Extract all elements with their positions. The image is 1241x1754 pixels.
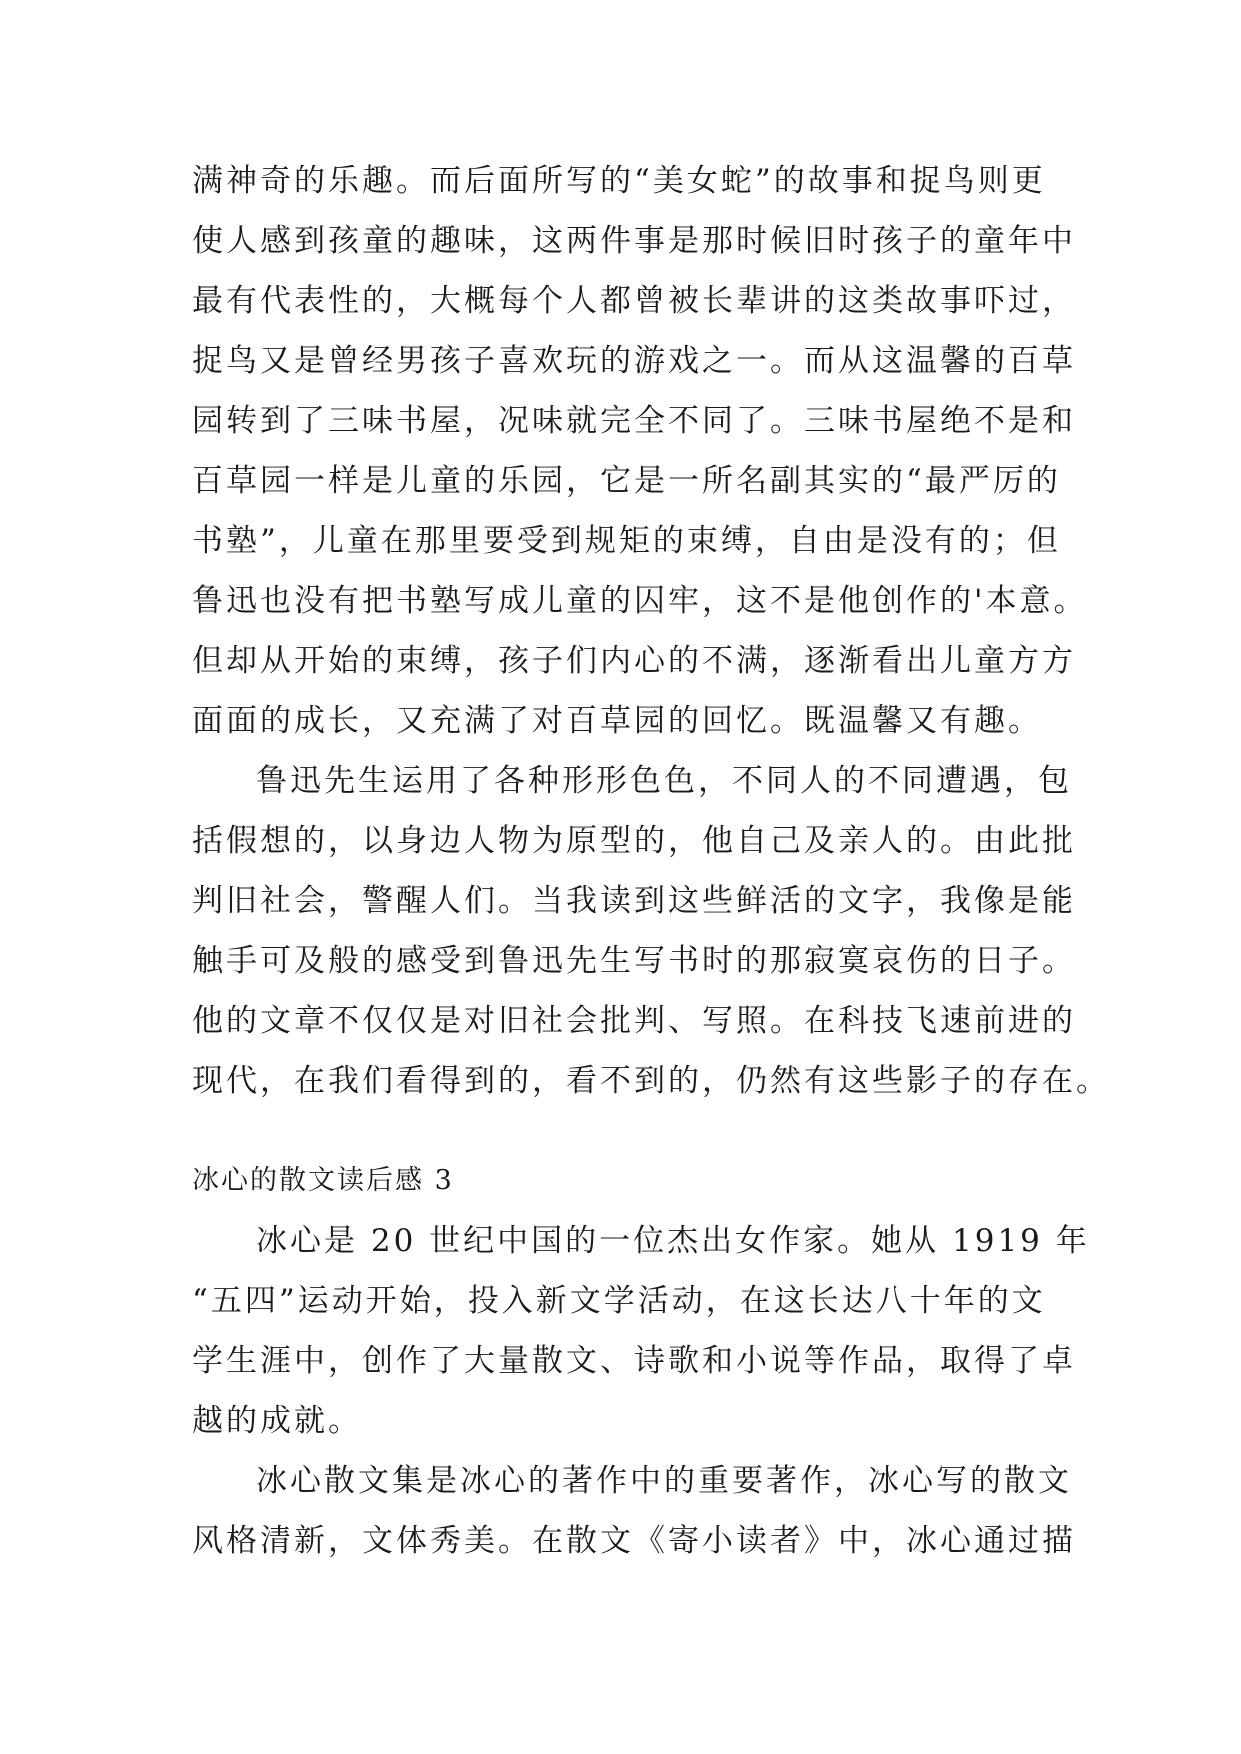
paragraph-line: 百草园一样是儿童的乐园，它是一所名副其实的“最严厉的 (192, 463, 1061, 499)
paragraph-line: 冰心散文集是冰心的著作中的重要著作，冰心写的散文 (256, 1463, 1072, 1499)
paragraph-line: 最有代表性的，大概每个人都曾被长辈讲的这类故事吓过， (192, 283, 1076, 319)
paragraph-line: 他的文章不仅仅是对旧社会批判、写照。在科技飞速前进的 (192, 1003, 1076, 1039)
paragraph-line: 判旧社会，警醒人们。当我读到这些鲜活的文字，我像是能 (192, 883, 1076, 919)
paragraph-line: 学生涯中，创作了大量散文、诗歌和小说等作品，取得了卓 (192, 1343, 1076, 1379)
paragraph-line: 冰心是 20 世纪中国的一位杰出女作家。她从 1919 年 (256, 1223, 1090, 1259)
paragraph-line: 书塾”，儿童在那里要受到规矩的束缚，自由是没有的；但 (192, 523, 1061, 559)
paragraph-line: 括假想的，以身边人物为原型的，他自己及亲人的。由此批 (192, 823, 1076, 859)
paragraph-line: 面面的成长，又充满了对百草园的回忆。既温馨又有趣。 (192, 703, 1042, 739)
paragraph-line: 越的成就。 (192, 1403, 362, 1439)
paragraph-line: 捉鸟又是曾经男孩子喜欢玩的游戏之一。而从这温馨的百草 (192, 343, 1076, 379)
paragraph-line: 现代，在我们看得到的，看不到的，仍然有这些影子的存在。 (192, 1063, 1110, 1099)
paragraph-line: “五四”运动开始，投入新文学活动，在这长达八十年的文 (192, 1283, 1046, 1319)
paragraph-line: 但却从开始的束缚，孩子们内心的不满，逐渐看出儿童方方 (192, 643, 1076, 679)
paragraph-line: 鲁迅先生运用了各种形形色色，不同人的不同遭遇，包 (256, 763, 1072, 799)
section-heading: 冰心的散文读后感 3 (192, 1165, 454, 1196)
paragraph-line: 园转到了三味书屋，况味就完全不同了。三味书屋绝不是和 (192, 403, 1076, 439)
paragraph-line: 风格清新，文体秀美。在散文《寄小读者》中，冰心通过描 (192, 1523, 1076, 1559)
paragraph-line: 满神奇的乐趣。而后面所写的“美女蛇”的故事和捉鸟则更 (192, 163, 1046, 199)
paragraph-line: 使人感到孩童的趣味，这两件事是那时候旧时孩子的童年中 (192, 223, 1076, 259)
paragraph-line: 触手可及般的感受到鲁迅先生写书时的那寂寞哀伤的日子。 (192, 943, 1076, 979)
paragraph-line: 鲁迅也没有把书塾写成儿童的囚牢，这不是他创作的'本意。 (192, 583, 1088, 619)
